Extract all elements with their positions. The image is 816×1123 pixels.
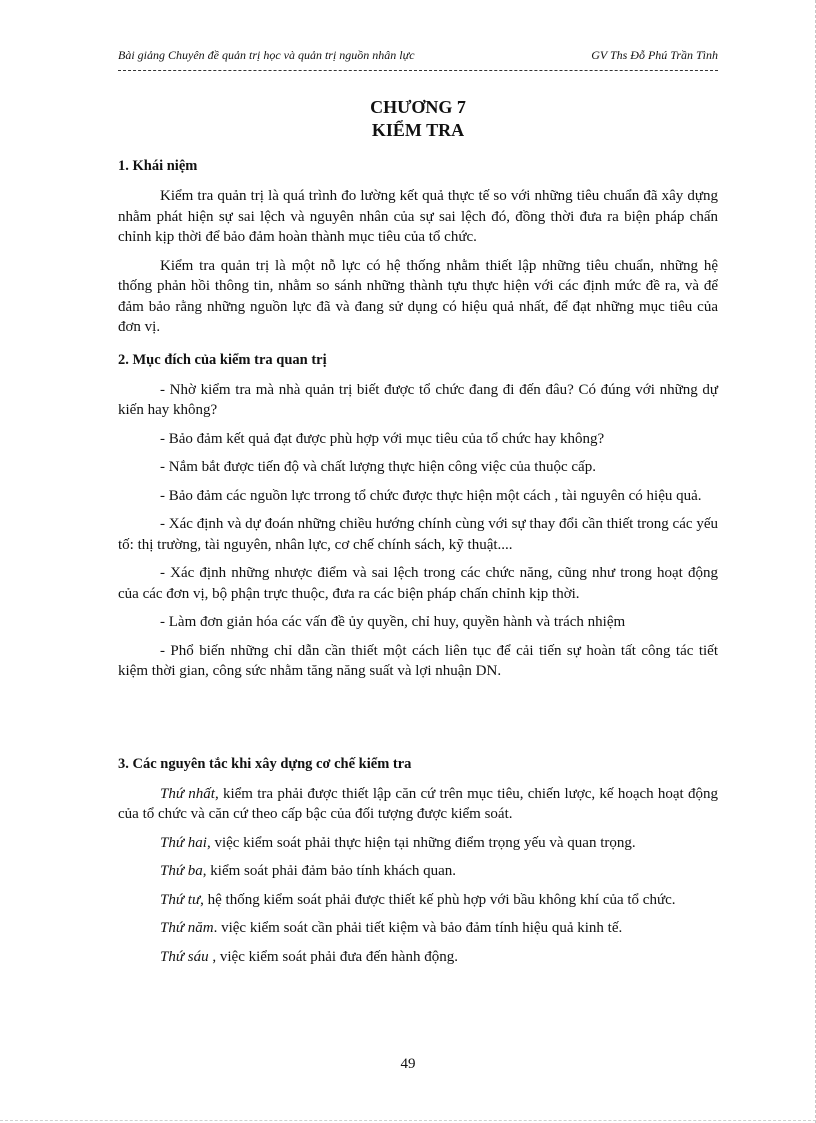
chapter-number: CHƯƠNG 7 xyxy=(370,97,466,117)
header-course-title: Bài giảng Chuyên đề quản trị học và quản trị nguồn nhân lực xyxy=(118,48,415,62)
section-3-heading: 3. Các nguyên tắc khi xây dựng cơ chế kiểm tra xyxy=(118,755,412,772)
section-2-item: - Làm đơn giản hóa các vấn đề ủy quyền, chỉ huy, quyền hành và trách nhiệm xyxy=(160,614,626,630)
chapter-title: KIỂM TRA xyxy=(371,120,465,140)
running-header xyxy=(118,48,718,68)
section-3-item xyxy=(118,890,718,911)
header-divider xyxy=(118,70,718,71)
section-2-item: - Bảo đảm kết quả đạt được phù hợp với mục tiêu của tổ chức hay không? xyxy=(160,430,605,447)
principle-text: , kiểm tra phải được thiết lập căn cứ trên mục tiêu, chiến lược, kế hoạch hoạt động của tổ chức và căn cứ theo cấp bậc của đối tượng được kiểm soát. xyxy=(118,785,718,822)
principle-text: , hệ thống kiểm soát phải được thiết kế phù hợp với bầu không khí của tổ chức. xyxy=(200,891,676,908)
section-3-item xyxy=(118,833,718,854)
section-1-paragraph-2: Kiểm tra quản trị là một nỗ lực có hệ thống nhằm thiết lập những tiêu chuẩn, những hệ thống phản hồi thông tin, nhằm so sánh những thành tựu thực hiện với các định mức đề ra, và để đảm bảo rằng những nguồn lực đã và đang sử dụng có hiệu quả nhất, để đạt những mục tiêu của đơn vị. xyxy=(118,257,718,335)
page-bottom-edge xyxy=(0,1120,816,1121)
header-lecturer: GV Ths Đỗ Phú Trần Tình xyxy=(591,48,718,62)
section-2-item: - Bảo đảm các nguồn lực trrong tổ chức được thực hiện một cách , tài nguyên có hiệu quả. xyxy=(160,487,702,504)
principle-text: , việc kiểm soát phải thực hiện tại những điểm trọng yếu và quan trọng. xyxy=(206,834,636,851)
section-2-item: - Phổ biến những chỉ dẫn cần thiết một cách liên tục để cải tiến sự hoàn tất công tác tiết kiệm thời gian, công sức nhằm tăng năng suất và lợi nhuận DN. xyxy=(118,642,718,679)
section-3-item xyxy=(118,784,718,825)
section-2-heading: 2. Mục đích của kiểm tra quan trị xyxy=(118,351,327,368)
section-1-paragraph-1: Kiểm tra quản trị là quá trình đo lường kết quả thực tế so với những tiêu chuẩn đã xây dựng nhằm phát hiện sự sai lệch và nguyên nhân của sự sai lệch đó, đồng thời đưa ra biện pháp chấn chỉnh kịp thời để bảo đảm hoàn thành mục tiêu của tổ chức. xyxy=(118,188,718,245)
principle-lead: Thứ hai xyxy=(160,834,207,851)
section-2-item: - Nhờ kiểm tra mà nhà quản trị biết được tổ chức đang đi đến đâu? Có đúng với những dự kiến hay không? xyxy=(118,381,718,418)
principle-text: , việc kiểm soát phải đưa đến hành động. xyxy=(208,948,458,965)
principle-lead: Thứ ba xyxy=(160,863,203,879)
section-3-item xyxy=(118,918,718,939)
section-spacer xyxy=(118,690,718,742)
principle-lead: Thứ nhất xyxy=(160,785,215,802)
principle-text: . việc kiểm soát cần phải tiết kiệm và bảo đảm tính hiệu quả kinh tế. xyxy=(213,920,623,936)
section-3-item xyxy=(118,861,718,882)
principle-lead: Thứ sáu xyxy=(160,948,209,965)
section-3-item xyxy=(118,947,718,968)
section-1-heading: 1. Khái niệm xyxy=(118,158,198,174)
page-number: 49 xyxy=(400,1056,416,1072)
principle-lead: Thứ tư xyxy=(160,891,201,908)
section-2-item: - Xác định những nhược điểm và sai lệch trong các chức năng, cũng như trong hoạt động của các đơn vị, bộ phận trực thuộc, đưa ra các biện pháp chấn chỉnh kịp thời. xyxy=(118,565,718,602)
principle-text: , kiểm soát phải đảm bảo tính khách quan. xyxy=(202,863,457,879)
page-body xyxy=(118,96,718,975)
principle-lead: Thứ năm xyxy=(160,920,214,936)
section-2-item: - Xác định và dự đoán những chiều hướng chính cùng với sự thay đổi cần thiết trong các yếu tố: thị trường, tài nguyên, nhân lực, cơ chế chính sách, kỹ thuật.... xyxy=(118,516,718,553)
section-2-item: - Nắm bắt được tiến độ và chất lượng thực hiện công việc của thuộc cấp. xyxy=(160,459,596,475)
